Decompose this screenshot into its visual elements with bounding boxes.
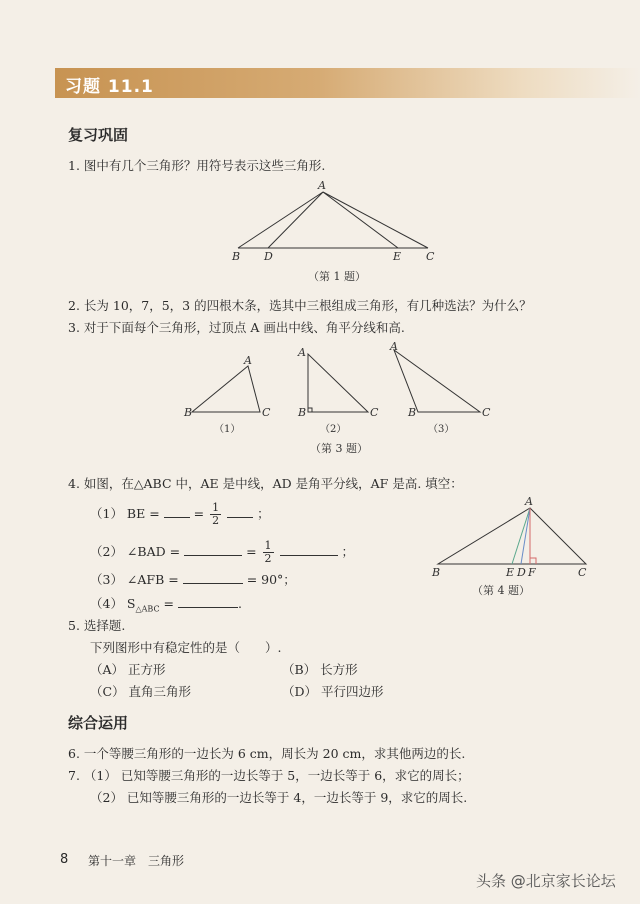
option-a: （A） 正方形 bbox=[90, 662, 166, 677]
question-7-part-2: （2） 已知等腰三角形的一边长等于 4，一边长等于 9，求它的周长. bbox=[90, 790, 468, 805]
q3-triangle-3 bbox=[394, 350, 480, 412]
q4-p2-blank-2[interactable] bbox=[280, 543, 338, 556]
figure-q4 bbox=[428, 494, 598, 580]
question-7-part-1: 7. （1） 已知等腰三角形的一边长等于 5，一边长等于 6，求它的周长； bbox=[68, 768, 470, 783]
q1-segment-ab bbox=[238, 192, 323, 248]
q4-p3-blank[interactable] bbox=[183, 571, 243, 584]
q1-label-d: D bbox=[264, 250, 273, 263]
q4-label-e: E bbox=[506, 566, 515, 579]
q1-label-b: B bbox=[232, 250, 241, 263]
q4-triangle-abc bbox=[438, 508, 586, 564]
question-3: 3. 对于下面每个三角形，过顶点 A 画出中线、角平分线和高. bbox=[68, 320, 405, 335]
q4-p4-subscript: △ABC bbox=[135, 604, 160, 614]
chapter-title: 第十一章 三角形 bbox=[88, 854, 185, 868]
q4-label-c: C bbox=[578, 566, 587, 579]
q1-label-e: E bbox=[393, 250, 402, 263]
q4-p1-fraction bbox=[210, 502, 221, 527]
q4-p1-mid: = bbox=[193, 506, 205, 521]
fraction-numerator: 1 bbox=[264, 539, 272, 552]
figure-q3 bbox=[180, 340, 500, 440]
watermark: 头条 @北京家长论坛 bbox=[476, 872, 616, 890]
q4-part-4 bbox=[90, 594, 242, 614]
q4-bisector-ad bbox=[521, 508, 530, 564]
q3-2-label-c: C bbox=[370, 406, 379, 419]
q1-label-c: C bbox=[426, 250, 435, 263]
q3-sub-1: （1） bbox=[214, 424, 241, 435]
q3-2-label-a: A bbox=[298, 346, 306, 359]
q4-p2-end: ； bbox=[341, 544, 355, 559]
q3-2-label-b: B bbox=[298, 406, 307, 419]
q4-part-1 bbox=[90, 502, 270, 527]
fraction-numerator: 1 bbox=[212, 501, 220, 514]
q3-3-label-c: C bbox=[482, 406, 491, 419]
q3-triangle-1 bbox=[192, 366, 260, 412]
q4-p1-blank-1[interactable] bbox=[164, 505, 190, 518]
option-c: （C） 直角三角形 bbox=[90, 684, 192, 699]
q4-p3-mid: = 90°； bbox=[246, 572, 296, 587]
section-review: 复习巩固 bbox=[68, 126, 129, 144]
q3-3-label-b: B bbox=[408, 406, 417, 419]
figure-q1 bbox=[228, 178, 448, 264]
q3-right-angle-mark bbox=[308, 408, 312, 412]
q4-p1-lead: （1） BE = bbox=[90, 506, 160, 521]
q4-p4-end: . bbox=[238, 596, 242, 611]
section-apply: 综合运用 bbox=[68, 714, 129, 732]
q4-p2-blank-1[interactable] bbox=[184, 543, 242, 556]
q4-p4-lead: （4） S bbox=[90, 596, 136, 611]
question-5-stem: 下列图形中有稳定性的是（ ）. bbox=[90, 640, 282, 655]
q3-sub-2: （2） bbox=[320, 424, 347, 435]
caption-q3: （第 3 题） bbox=[310, 442, 368, 455]
question-2: 2. 长为 10，7，5，3 的四根木条，选其中三根组成三角形，有几种选法？为什么？ bbox=[68, 298, 532, 313]
q4-label-a: A bbox=[525, 495, 533, 508]
q4-p2-mid: = bbox=[246, 544, 257, 559]
q4-part-3 bbox=[90, 570, 296, 588]
exercise-title-bar bbox=[55, 68, 640, 98]
option-d: （D） 平行四边形 bbox=[282, 684, 384, 699]
q4-label-d: D bbox=[517, 566, 526, 579]
fraction-denominator: 2 bbox=[264, 552, 272, 565]
q4-right-angle-mark bbox=[530, 558, 536, 564]
q4-median-ae bbox=[512, 508, 530, 564]
q4-p2-fraction bbox=[263, 540, 274, 565]
q4-p2-lead: （2） ∠BAD = bbox=[90, 544, 181, 559]
q4-part-2 bbox=[90, 540, 354, 565]
q3-1-label-b: B bbox=[184, 406, 193, 419]
q3-1-label-a: A bbox=[244, 354, 252, 367]
q1-segment-ad bbox=[268, 192, 323, 248]
q4-label-f: F bbox=[528, 566, 536, 579]
caption-q1: （第 1 题） bbox=[308, 270, 366, 283]
fraction-denominator: 2 bbox=[212, 514, 220, 527]
q4-p3-lead: （3） ∠AFB = bbox=[90, 572, 179, 587]
q4-p1-blank-2[interactable] bbox=[227, 505, 253, 518]
q1-segment-ac bbox=[323, 192, 428, 248]
question-1: 1. 图中有几个三角形？用符号表示这些三角形. bbox=[68, 158, 326, 173]
exercise-title: 习题 11.1 bbox=[65, 77, 154, 97]
q4-p4-blank[interactable] bbox=[178, 595, 238, 608]
option-b: （B） 长方形 bbox=[282, 662, 358, 677]
page-number: 8 bbox=[60, 852, 69, 867]
q4-label-b: B bbox=[432, 566, 441, 579]
q1-label-a: A bbox=[318, 179, 326, 192]
q1-segment-ae bbox=[323, 192, 398, 248]
q3-sub-3: （3） bbox=[428, 424, 455, 435]
q3-3-label-a: A bbox=[390, 340, 398, 353]
q4-p4-mid: = bbox=[159, 596, 175, 611]
q3-triangle-2 bbox=[308, 354, 368, 412]
caption-q4: （第 4 题） bbox=[472, 584, 530, 597]
q4-p1-end: ； bbox=[257, 506, 270, 521]
question-4: 4. 如图，在△ABC 中，AE 是中线，AD 是角平分线，AF 是高. 填空： bbox=[68, 476, 463, 491]
question-6: 6. 一个等腰三角形的一边长为 6 cm，周长为 20 cm，求其他两边的长. bbox=[68, 746, 466, 761]
q3-1-label-c: C bbox=[262, 406, 271, 419]
question-5: 5. 选择题. bbox=[68, 618, 126, 633]
